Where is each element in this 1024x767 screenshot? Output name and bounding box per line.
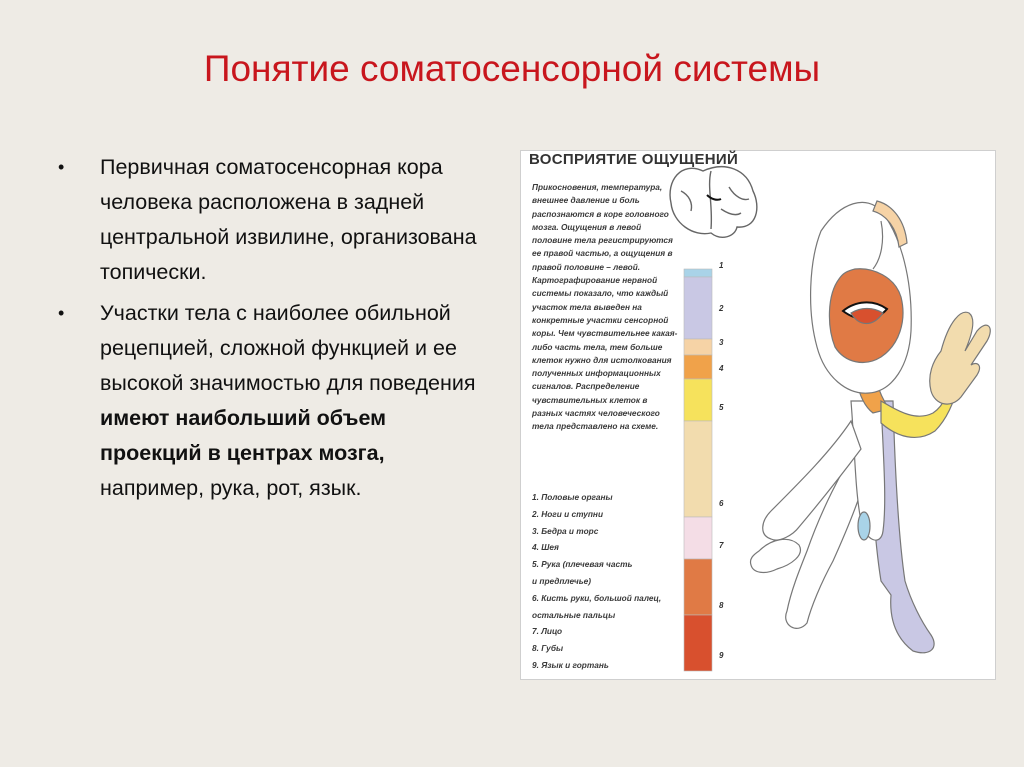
figure-caption: Прикосновения, температура, внешнее давление и боль распознаются в коре головного мозга. Ощущения в левой половине тела регистрируются ее правой частью, а ощущения в правой половине – левой. Картографирование нервной системы показало, что каждый участок тела выведен на конкретные участки сенсорной коры. Чем чувствительнее какая-либо часть тела, тем больше клеток нужно для истолкования полученных информационных сигналов. Распределение чувствительных клеток в разных частях человеческого тела представлено на схеме. [532,182,678,432]
scale-number: 9 [719,651,724,660]
legend-item: 4. Шея [532,542,559,553]
legend-item: 2. Ноги и ступни [532,508,604,519]
sensory-figure [520,150,996,680]
scale-segment-hand [684,421,712,517]
slide-title: Понятие соматосенсорной системы [203,48,821,89]
scale-number: 1 [719,261,724,270]
bullet-text: например, рука, рот, язык. [100,476,362,500]
legend-item: 5. Рука (плечевая часть [532,559,633,570]
scale-segment-arm [684,379,712,421]
legend-item: 6. Кисть руки, большой палец, [532,592,662,603]
legend-item: 1. Половые органы [532,492,613,502]
scale-number: 5 [719,403,724,412]
homunculus-figure [750,201,990,653]
bullet-list [58,150,488,512]
scale-number: 3 [719,338,724,347]
scale-segment-face [684,517,712,559]
legend-item: 9. Язык и гортань [532,659,609,670]
scale-number: 2 [719,304,724,313]
bullet-item [58,296,488,506]
scale-number: 6 [719,499,724,508]
bullet-dot: • [58,157,65,177]
sensory-scale-bar [684,269,712,671]
scale-segment-legs [684,277,712,339]
bullet-item [58,150,488,290]
scale-segment-neck [684,355,712,379]
legend-item: 3. Бедра и торс [532,525,599,536]
scale-segment-hips [684,339,712,355]
figure-legend [532,489,678,674]
bullet-dot: • [58,303,65,323]
bullet-text: Участки тела с наиболее обильной рецепцией, сложной функцией и ее высокой значимостью для поведения [100,301,476,395]
scale-segment-genitals [684,269,712,277]
scale-number: 4 [719,364,724,373]
bullet-bold-text: имеют наибольший объем проекций в центрах мозга, [100,406,387,465]
legend-item: остальные пальцы [532,609,616,620]
brain-icon [670,167,757,238]
scale-segment-lips [684,559,712,615]
bullet-text: Первичная соматосенсорная кора человека расположена в задней центральной извилине, организована топически. [100,155,477,284]
scale-segment-tongue [684,615,712,671]
figure-title: ВОСПРИЯТИЕ ОЩУЩЕНИЙ [529,151,739,168]
legend-item: и предплечье) [532,575,592,586]
scale-number: 8 [719,601,724,610]
scale-number: 7 [719,541,724,550]
legend-item: 7. Лицо [532,626,563,637]
legend-item: 8. Губы [532,643,564,654]
